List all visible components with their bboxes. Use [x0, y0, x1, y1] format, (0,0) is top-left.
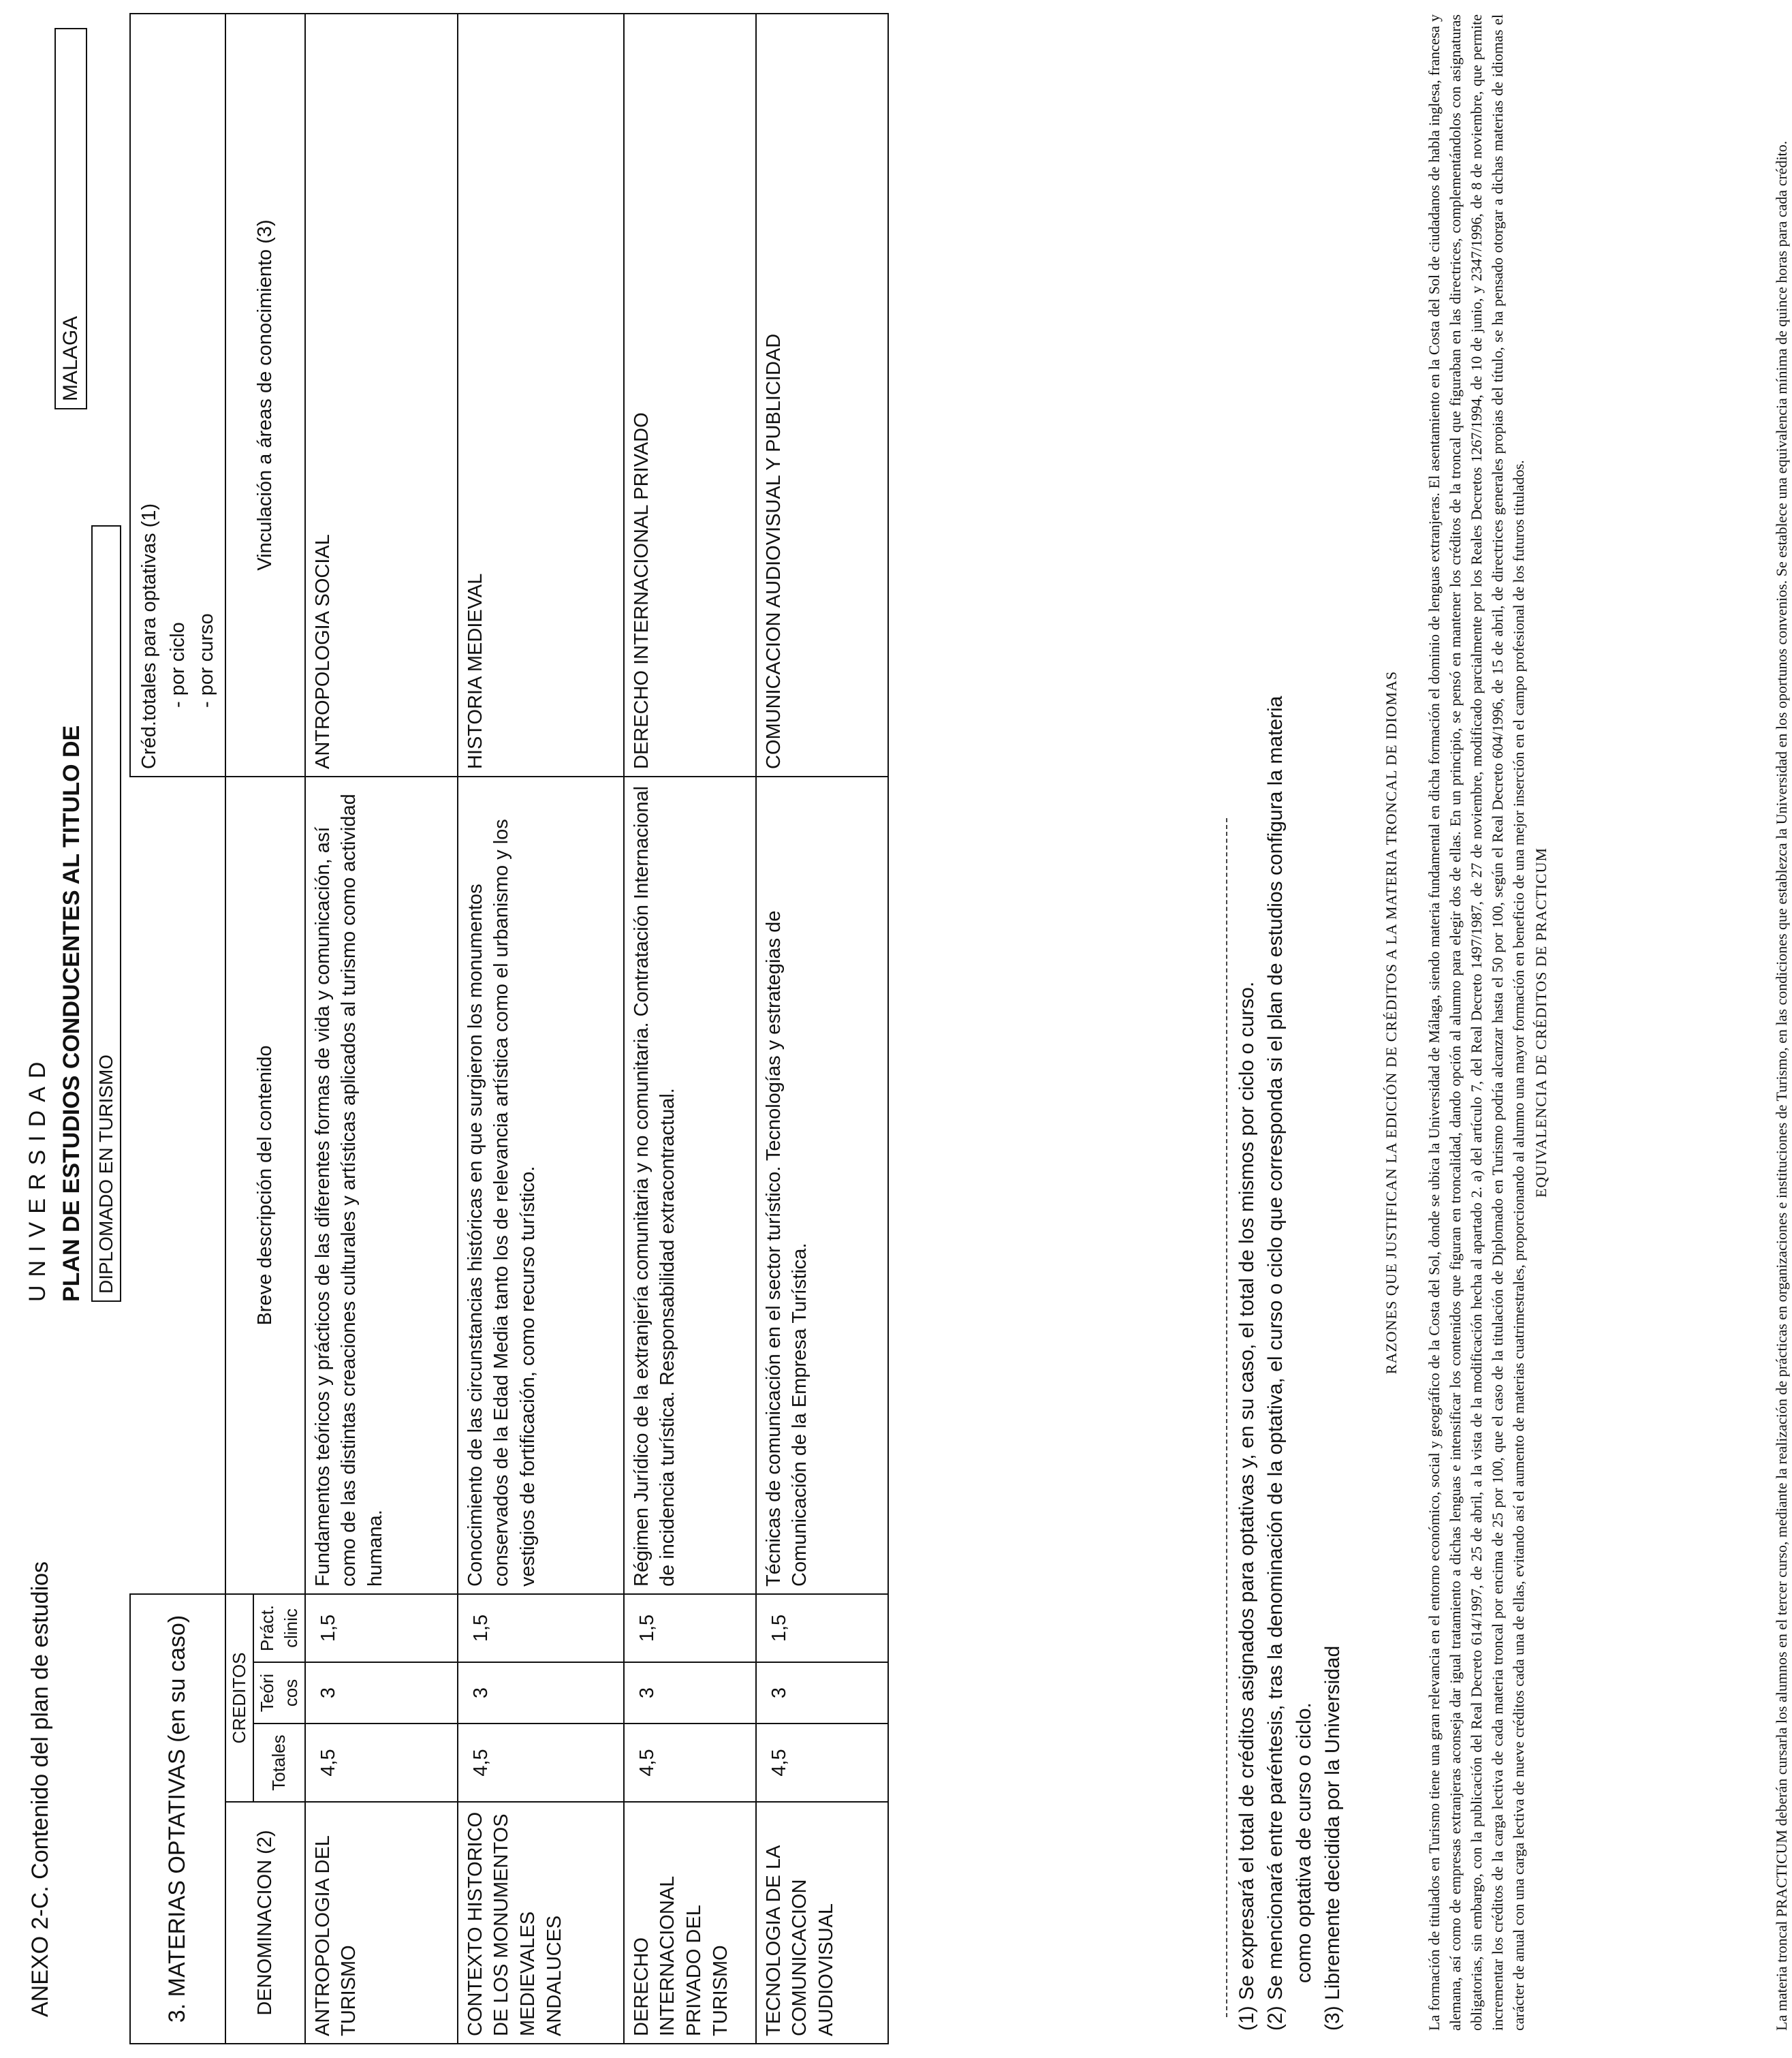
row-totales: 4,5	[305, 1724, 458, 1802]
universidad-label: UNIVERSIDAD	[25, 1053, 50, 1302]
col-creditos: CREDITOS	[225, 1594, 253, 1802]
row-denominacion: TECNOLOGIA DE LA COMUNICACION AUDIOVISUAL	[756, 1802, 888, 2044]
row-teoricos: 3	[756, 1662, 888, 1724]
row-practicos: 1,5	[305, 1594, 458, 1662]
row-area: ANTROPOLOGIA SOCIAL	[305, 14, 458, 777]
table-row	[756, 14, 888, 2044]
row-area: COMUNICACION AUDIOVISUAL Y PUBLICIDAD	[756, 14, 888, 777]
opt-credits-line2: - por ciclo	[167, 622, 189, 708]
row-teoricos: 3	[458, 1662, 624, 1724]
col-vinculacion: Vinculación a áreas de conocimiento (3)	[225, 14, 304, 777]
razones-heading: RAZONES QUE JUSTIFICAN LA EDICIÓN DE CRÉDITOS A LA MATERIA TRONCAL DE IDIOMAS	[1383, 670, 1400, 1375]
footnote-3: (3) Libremente decidida por la Universidad	[1321, 1645, 1344, 2031]
footnotes	[1233, 668, 1347, 2031]
table-row	[624, 14, 756, 2044]
row-area: HISTORIA MEDIEVAL	[458, 14, 624, 777]
divider	[1226, 818, 1227, 2017]
row-denominacion: ANTROPOLOGIA DEL TURISMO	[305, 1802, 458, 2044]
opt-credits-line1: Créd.totales para optativas (1)	[138, 503, 160, 769]
plan-title: PLAN DE ESTUDIOS CONDUCENTES AL TITULO DE	[59, 725, 84, 1302]
footnote-2-cont: como optativa de curso o ciclo.	[1293, 1702, 1315, 1983]
practicum-text: La materia troncal PRACTICUM deberán cursarla los alumnos en el tercer curso, mediante la realización de prácticas en organizaciones e instituciones de Turismo, en las condiciones que establezca la Universidad en los oportunos convenios. Se establece una equivalencia mínima de quince horas para cada crédito.	[1773, 140, 1790, 2031]
table-row	[458, 14, 624, 2044]
row-practicos: 1,5	[756, 1594, 888, 1662]
row-totales: 4,5	[756, 1724, 888, 1802]
col-descripcion: Breve descripción del contenido	[225, 777, 304, 1594]
practicum-heading: EQUIVALENCIA DE CRÉDITOS DE PRACTICUM	[1532, 847, 1550, 1198]
footnote-1: (1) Se expresará el total de créditos asignados para optativas y, en su caso, el total de los mismos por ciclo o curso.	[1236, 981, 1258, 2031]
opt-credits-header	[130, 14, 225, 777]
row-denominacion: DERECHO INTERNACIONAL PRIVADO DEL TURISMO	[624, 1802, 756, 2044]
titulo-box: DIPLOMADO EN TURISMO	[91, 525, 121, 1302]
optativas-table	[129, 13, 889, 2044]
row-practicos: 1,5	[458, 1594, 624, 1662]
col-totales: Totales	[253, 1724, 305, 1802]
row-practicos: 1,5	[624, 1594, 756, 1662]
row-descripcion: Técnicas de comunicación en el sector turístico. Tecnologías y estrategias de Comunicación de la Empresa Turística.	[756, 777, 888, 1594]
row-area: DERECHO INTERNACIONAL PRIVADO	[624, 14, 756, 777]
col-practicos: Práct. clinic	[253, 1594, 305, 1662]
table-row	[305, 14, 458, 2044]
footnote-2: (2) Se mencionará entre paréntesis, tras la denominación de la optativa, el curso o ciclo que corresponda si el plan de estudios configura la materia	[1264, 696, 1287, 2031]
row-totales: 4,5	[624, 1724, 756, 1802]
row-teoricos: 3	[305, 1662, 458, 1724]
row-denominacion: CONTEXTO HISTORICO DE LOS MONUMENTOS MEDIEVALES ANDALUCES	[458, 1802, 624, 2044]
opt-credits-line3: - por curso	[195, 613, 218, 708]
col-teoricos: Teóri cos	[253, 1662, 305, 1724]
row-descripcion: Fundamentos teóricos y prácticos de las diferentes formas de vida y comunicación, así como de las distintas creaciones culturales y artísticas aplicados al turismo como actividad humana.	[305, 777, 458, 1594]
section-title: 3. MATERIAS OPTATIVAS (en su caso)	[130, 1594, 225, 2044]
col-denominacion: DENOMINACION (2)	[225, 1802, 304, 2044]
row-teoricos: 3	[624, 1662, 756, 1724]
universidad-name-box: MALAGA	[54, 28, 87, 409]
row-totales: 4,5	[458, 1724, 624, 1802]
row-descripcion: Régimen Jurídico de la extranjería comunitaria y no comunitaria. Contratación Internacional de incidencia turística. Responsabilidad extracontractual.	[624, 777, 756, 1594]
anexo-title: ANEXO 2-C. Contenido del plan de estudios	[27, 1561, 53, 2017]
razones-text: La formación de titulados en Turismo tiene una gran relevancia en el entorno económico, social y geográfico de la Costa del Sol, donde se ubica la Universidad de Málaga, siendo materia fundamental en dicha formación el dominio de lenguas extranjeras. El asentamiento en la Costa del Sol de ciudadanos de habla inglesa, francesa y alemana, así como de empresas extranjeras aconseja dar igual tratamiento a dichas lenguas e intensificar los contenidos que figuran en troncalidad, dando opción al alumno para elegir dos de ellas. En un principio, se pensó en mantener los créditos de la troncal que figuraban en las directrices, complementándolos con asignaturas obligatorias, sin embargo, con la publicación del Real Decreto 614/1997, de 25 de abril, a la vista de la modificación hecha al apartado 2. a) del artículo 7, del Real Decreto 1497/1987, de 27 de noviembre, modificado parcialmente por los Reales Decretos 1267/1994, de 10 de junio, y 2347/1996, de 8 de noviembre, que permite incrementar los créditos de la carga lectiva de cada materia troncal por encima de 25 por 100, que el caso de la titulación de Diplomado en Turismo podría alcanzar hasta el 50 por 100, según el Real Decreto 604/1996, de 15 de abril, de directrices generales propias del título, se ha pensado otorgar a dichas materias de idiomas el carácter de anual con una carga lectiva de nueve créditos cada una de ellas, evitando así el aumento de materias cuatrimestrales, proporcionando al alumno una mayor formación en beneficio de una mejor inserción en el campo profesional de los futuros titulados.	[1426, 14, 1527, 2031]
row-descripcion: Conocimiento de las circunstancias históricas en que surgieron los monumentos conservados de la Edad Media tanto los de relevancia artística como el urbanismo y los vestigios de fortificación, como recurso turístico.	[458, 777, 624, 1594]
